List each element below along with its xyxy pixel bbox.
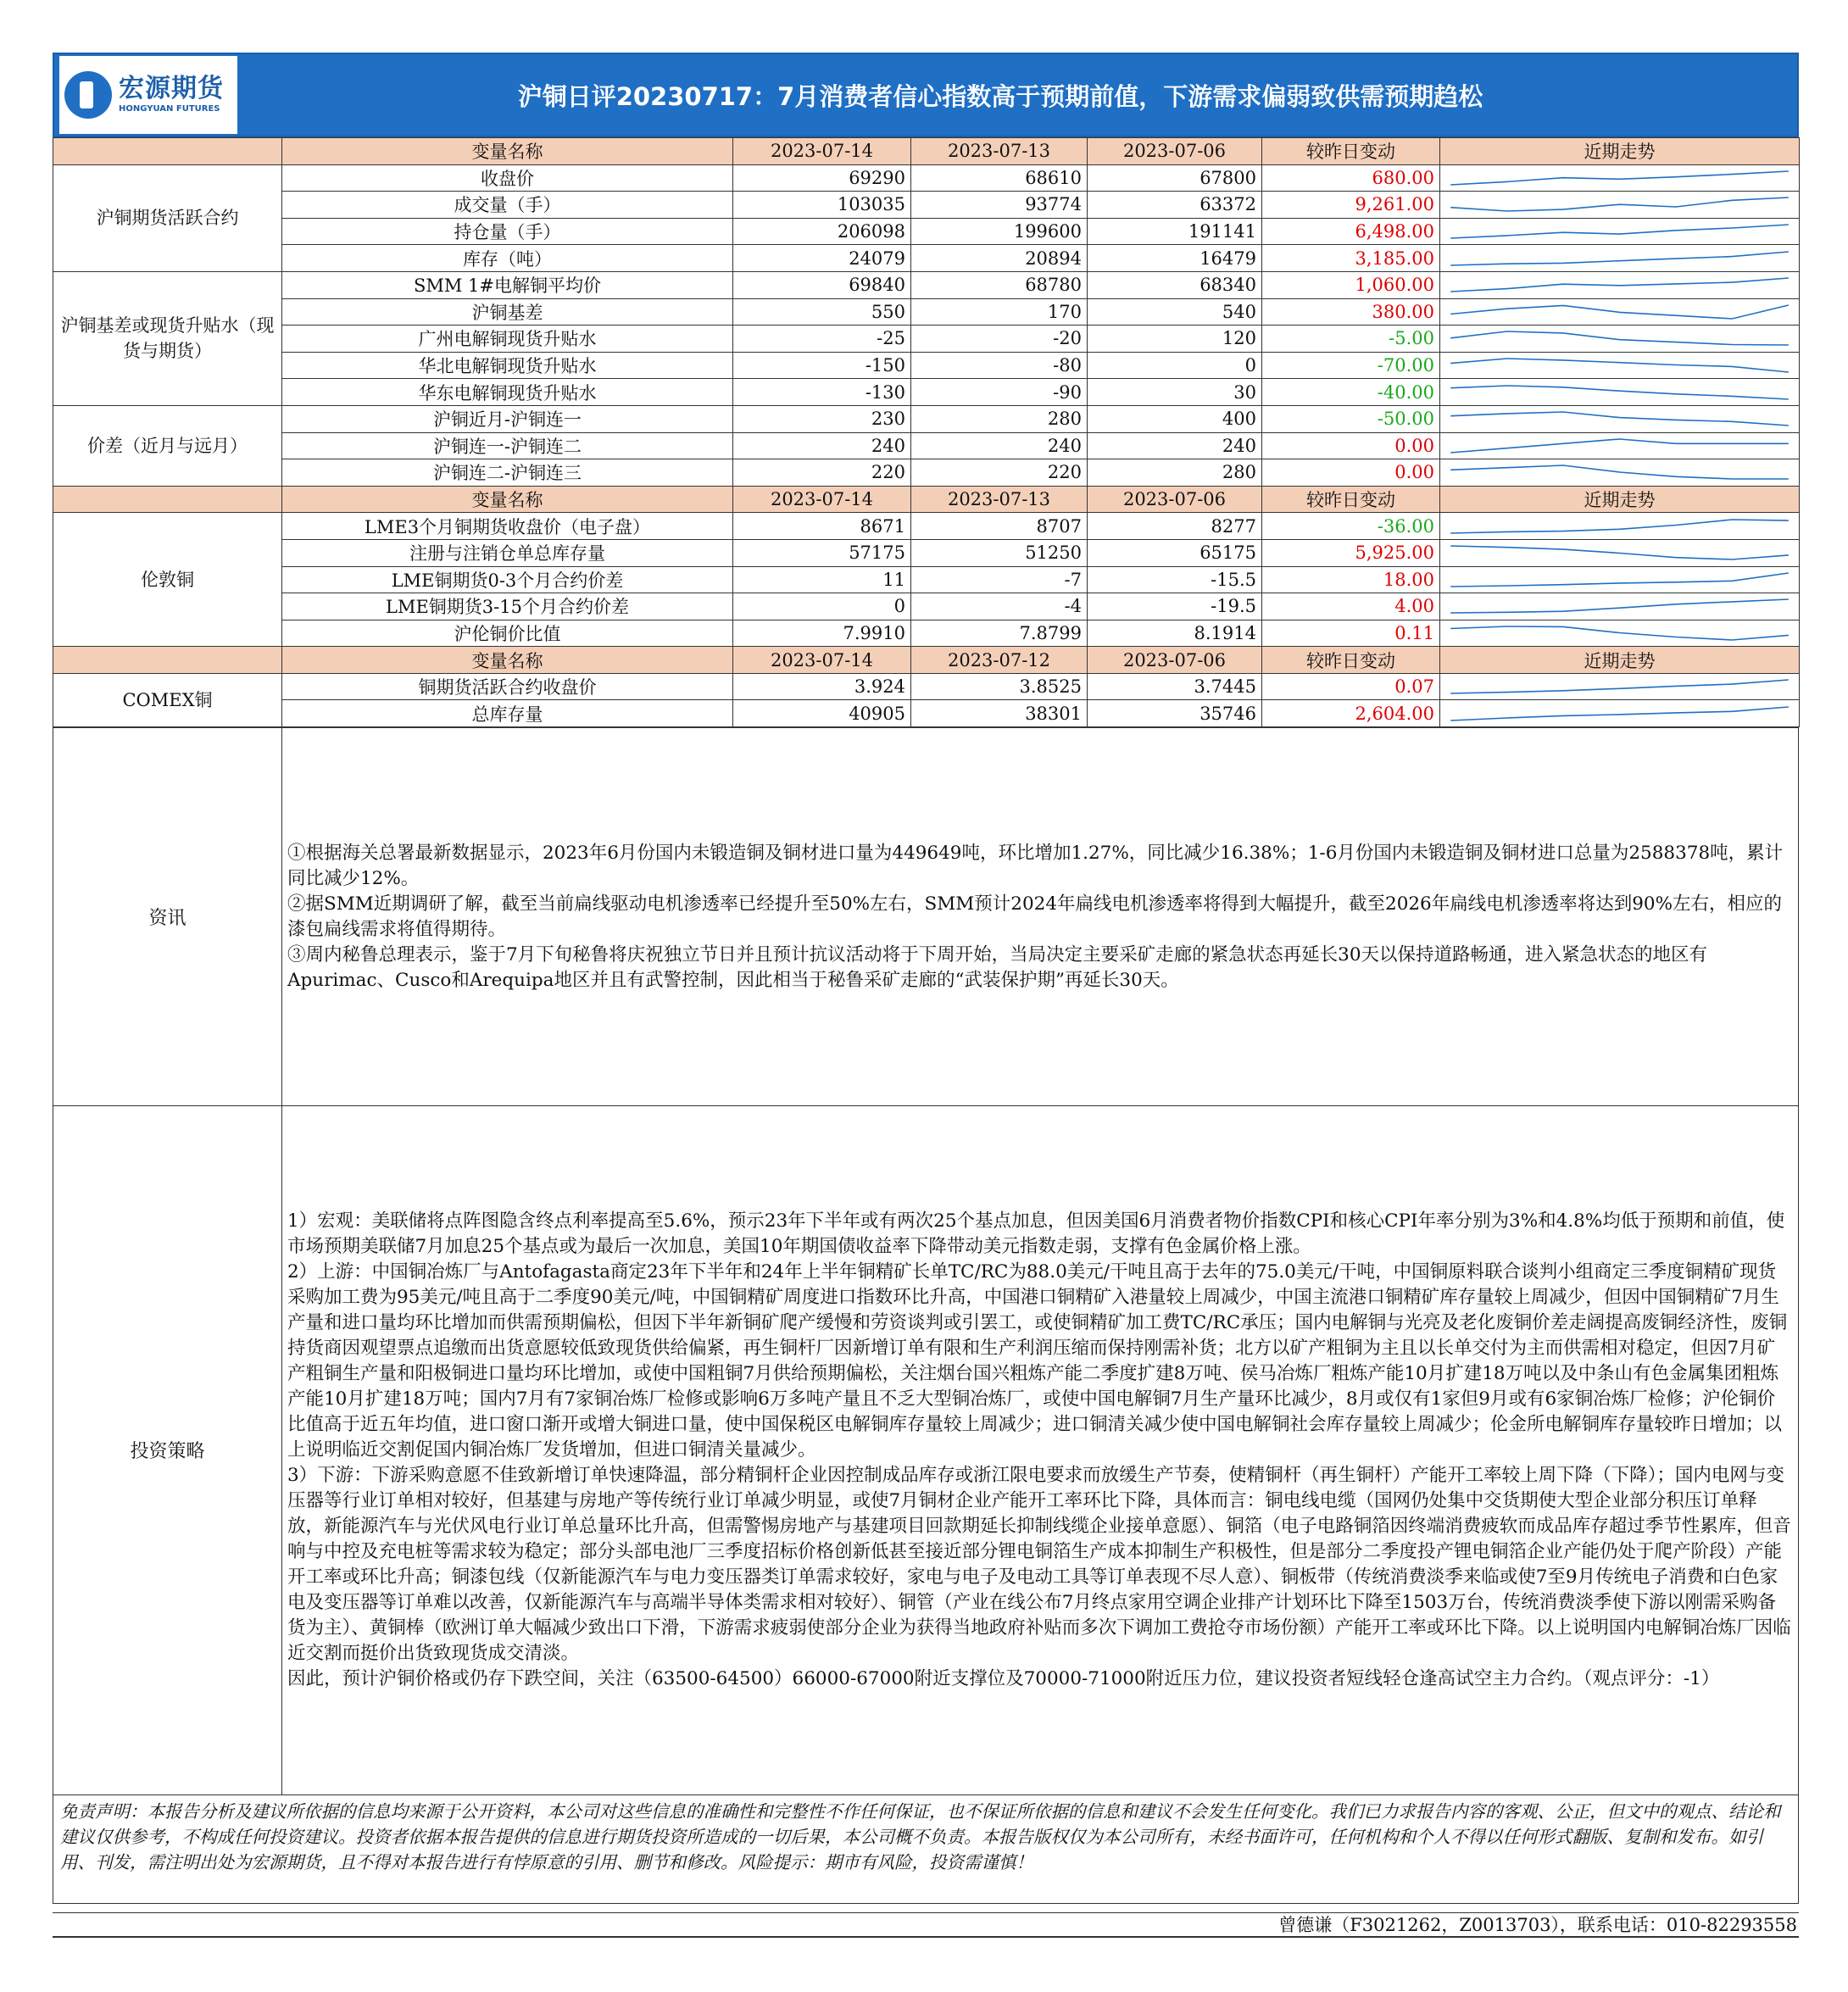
header-blank: [53, 138, 282, 165]
value-date-2: 93774: [911, 192, 1088, 219]
table-row: [53, 539, 1800, 566]
strategy-item: 3）下游：下游采购意愿不佳致新增订单快速降温，部分精铜杆企业因控制成品库存或浙江限电要求而放缓生产节奏，使精铜杆（再生铜杆）产能开工率较上周下降（下降）；国内电网与变压器等行业订单相对较好，但基建与房地产等传统行业订单减少明显，或使7月铜材企业产能开工率环比下降，具体而言：铜电线电缆（国网仍处集中交货期使大型企业部分积压订单释放，新能源汽车与光伏风电行业订单总量环比升高，但需警惕房地产与基建项目回款期延长抑制线缆企业接单意愿）、铜箔（电子电路铜箔因终端消费疲软而成品库存超过季节性累库，但音响与中控及充电桩等需求较为稳定；部分头部电池厂三季度招标价格创新低甚至接近部分锂电铜箔生产成本抑制生产积极性，但是部分二季度投产锂电铜箔企业产能仍处于爬产阶段）产能开工率或环比升高；铜漆包线（仅新能源汽车与电力变压器类订单需求较好，家电与电子及电动工具等订单表现不尽人意）、铜板带（传统消费淡季来临或使7至9月传统电子消费和白色家电及变压器等订单难以改善，仅新能源汽车与高端半导体类需求相对较好）、铜管（产业在线公布7月终点家用空调企业排产计划环比下降至1503万台，传统消费淡季使下游以刚需采购备货为主）、黄铜棒（欧洲订单大幅减少致出口下滑，下游需求疲弱使部分企业为获得当地政府补贴而多次下调加工费抢夺市场份额）产能开工率或环比下降。以上说明国内电解铜冶炼厂因临近交割而挺价出货致现货成交清淡。: [287, 1464, 1791, 1664]
header-date: 2023-07-14: [733, 138, 911, 165]
value-date-2: 51250: [911, 539, 1088, 566]
data-table: [53, 137, 1800, 727]
trend-cell: [1440, 566, 1800, 593]
header-date: 2023-07-06: [1088, 647, 1262, 674]
trend-cell: [1440, 192, 1800, 219]
group-label: COMEX铜: [53, 673, 282, 726]
strategy-item: 因此，预计沪铜价格或仍存下跌空间，关注（63500-64500）66000-67000附近支撑位及70000-71000附近压力位，建议投资者短线轻仓逢高试空主力合约。（观点评分：-1）: [287, 1667, 1720, 1689]
header-trend: 近期走势: [1440, 138, 1800, 165]
header-date: 2023-07-13: [911, 138, 1088, 165]
group-label: 伦敦铜: [53, 513, 282, 647]
trend-sparkline: [1445, 515, 1794, 537]
column-header-row: [53, 647, 1800, 674]
column-header-row: [53, 486, 1800, 513]
table-row: [53, 298, 1800, 326]
value-date-2: 7.8799: [911, 620, 1088, 647]
logo-name-en: HONGYUAN FUTURES: [119, 104, 220, 114]
variable-name: 沪铜基差: [282, 298, 733, 326]
sparkline-path: [1450, 546, 1789, 559]
value-date-2: 170: [911, 298, 1088, 326]
trend-cell: [1440, 245, 1800, 272]
trend-cell: [1440, 379, 1800, 406]
value-date-2: 38301: [911, 700, 1088, 727]
strategy-content: [282, 1106, 1799, 1794]
value-date-3: 8.1914: [1088, 620, 1262, 647]
table-row: [53, 271, 1800, 298]
trend-sparkline: [1445, 301, 1794, 323]
sparkline-path: [1450, 520, 1789, 533]
trend-cell: [1440, 593, 1800, 620]
company-logo: [59, 56, 237, 134]
trend-sparkline: [1445, 193, 1794, 215]
trend-sparkline: [1445, 461, 1794, 483]
header-variable-name: 变量名称: [282, 138, 733, 165]
value-date-2: 199600: [911, 218, 1088, 245]
value-date-3: 120: [1088, 326, 1262, 353]
value-date-1: 550: [733, 298, 911, 326]
trend-cell: [1440, 700, 1800, 727]
header-date: 2023-07-06: [1088, 138, 1262, 165]
value-date-3: 0: [1088, 352, 1262, 379]
daily-change: -36.00: [1262, 513, 1440, 540]
value-date-2: -80: [911, 352, 1088, 379]
daily-change: 0.07: [1262, 673, 1440, 700]
table-row: [53, 192, 1800, 219]
value-date-1: 0: [733, 593, 911, 620]
value-date-3: 280: [1088, 459, 1262, 487]
group-label: 沪铜期货活跃合约: [53, 164, 282, 271]
variable-name: 沪铜连二-沪铜连三: [282, 459, 733, 487]
sparkline-path: [1450, 599, 1789, 613]
value-date-3: 8277: [1088, 513, 1262, 540]
strategy-item: 2）上游：中国铜冶炼厂与Antofagasta商定23年下半年和24年上半年铜精矿长单TC/RC为88.0美元/干吨且高于去年的75.0美元/干吨，中国铜原料联合谈判小组商定三季度铜精矿现货采购加工费为95美元/吨且高于二季度90美元/吨，中国铜精矿周度进口指数环比升高，中国港口铜精矿入港量较上周减少，中国主流港口铜精矿库存量较上周减少，但因中国铜精矿7月生产量和进口量均环比增加而供需预期偏松，但因下半年新铜矿爬产缓慢和劳资谈判或引罢工，或使铜精矿加工费TC/RC承压；国内电解铜与光亮及老化废铜价差走阔提高废铜经济性，废铜持货商因观望票点追缴而出货意愿较低致现货供给偏紧，再生铜杆厂因新增订单有限和生产利润压缩而保持刚需补货；北方以矿产粗铜为主且以长单交付为主而供需相对稳定，但因7月矿产粗铜生产量和阳极铜进口量均环比增加，或使中国粗铜7月供给预期偏松，关注烟台国兴粗炼产能二季度扩建8万吨、侯马冶炼厂粗炼产能10月扩建18万吨以及中条山有色金属集团粗炼产能10月扩建18万吨；国内7月有7家铜冶炼厂检修或影响6万多吨产量且不乏大型铜冶炼厂，或使中国电解铜7月生产量环比减少，8月或仅有1家但9月或有6家铜冶炼厂检修；沪伦铜价比值高于近五年均值，进口窗口渐开或增大铜进口量，使中国保税区电解铜库存量较上周减少；进口铜清关减少使中国电解铜社会库存量较上周减少；伦金所电解铜库存量较昨日增加；以上说明临近交割促国内铜冶炼厂发货增加，但进口铜清关量减少。: [287, 1260, 1788, 1461]
daily-change: 680.00: [1262, 164, 1440, 192]
sparkline-path: [1450, 331, 1789, 345]
value-date-3: -19.5: [1088, 593, 1262, 620]
value-date-3: 35746: [1088, 700, 1262, 727]
sparkline-path: [1450, 465, 1789, 479]
daily-change: 18.00: [1262, 566, 1440, 593]
table-row: [53, 405, 1800, 432]
trend-cell: [1440, 513, 1800, 540]
header-date: 2023-07-13: [911, 486, 1088, 513]
value-date-3: 67800: [1088, 164, 1262, 192]
value-date-3: 400: [1088, 405, 1262, 432]
disclaimer: 免责声明：本报告分析及建议所依据的信息均来源于公开资料，本公司对这些信息的准确性和完整性不作任何保证，也不保证所依据的信息和建议不会发生任何变化。我们已力求报告内容的客观、公正，但文中的观点、结论和建议仅供参考，不构成任何投资建议。投资者依据本报告提供的信息进行期货投资所造成的一切后果，本公司概不负责。本报告版权仅为本公司所有，未经书面许可，任何机构和个人不得以任何形式翻版、复制和发布。如引用、刊发，需注明出处为宏源期货，且不得对本报告进行有悖原意的引用、删节和修改。风险提示：期市有风险，投资需谨慎！: [53, 1795, 1799, 1904]
value-date-3: 68340: [1088, 271, 1262, 298]
trend-sparkline: [1445, 354, 1794, 376]
variable-name: SMM 1#电解铜平均价: [282, 271, 733, 298]
variable-name: 华东电解铜现货升贴水: [282, 379, 733, 406]
trend-sparkline: [1445, 676, 1794, 698]
table-row: [53, 164, 1800, 192]
daily-change: 5,925.00: [1262, 539, 1440, 566]
news-label: 资讯: [53, 728, 282, 1106]
variable-name: 铜期货活跃合约收盘价: [282, 673, 733, 700]
value-date-1: 69840: [733, 271, 911, 298]
trend-cell: [1440, 164, 1800, 192]
analyst-contact: 曾德谦（F3021262，Z0013703），联系电话：010-82293558: [53, 1912, 1799, 1938]
header-date: 2023-07-12: [911, 647, 1088, 674]
daily-change: 380.00: [1262, 298, 1440, 326]
value-date-2: -20: [911, 326, 1088, 353]
variable-name: 广州电解铜现货升贴水: [282, 326, 733, 353]
table-row: [53, 245, 1800, 272]
table-row: [53, 379, 1800, 406]
daily-change: 2,604.00: [1262, 700, 1440, 727]
sparkline-path: [1450, 707, 1789, 721]
value-date-2: 68780: [911, 271, 1088, 298]
trend-cell: [1440, 673, 1800, 700]
trend-sparkline: [1445, 220, 1794, 242]
trend-cell: [1440, 539, 1800, 566]
trend-cell: [1440, 432, 1800, 459]
table-row: [53, 432, 1800, 459]
trend-sparkline: [1445, 703, 1794, 725]
trend-sparkline: [1445, 327, 1794, 349]
variable-name: LME3个月铜期货收盘价（电子盘）: [282, 513, 733, 540]
value-date-1: 8671: [733, 513, 911, 540]
value-date-1: 3.924: [733, 673, 911, 700]
trend-sparkline: [1445, 248, 1794, 270]
header-change: 较昨日变动: [1262, 486, 1440, 513]
value-date-2: 240: [911, 432, 1088, 459]
header-date: 2023-07-14: [733, 486, 911, 513]
daily-change: 6,498.00: [1262, 218, 1440, 245]
table-row: [53, 620, 1800, 647]
value-date-1: 240: [733, 432, 911, 459]
value-date-1: 69290: [733, 164, 911, 192]
value-date-3: -15.5: [1088, 566, 1262, 593]
variable-name: 总库存量: [282, 700, 733, 727]
header-variable-name: 变量名称: [282, 647, 733, 674]
variable-name: 成交量（手）: [282, 192, 733, 219]
table-row: [53, 566, 1800, 593]
sparkline-path: [1450, 225, 1789, 238]
news-section: [53, 727, 1799, 1106]
value-date-1: 103035: [733, 192, 911, 219]
value-date-1: 7.9910: [733, 620, 911, 647]
value-date-1: 206098: [733, 218, 911, 245]
header-date: 2023-07-14: [733, 647, 911, 674]
value-date-2: 68610: [911, 164, 1088, 192]
trend-sparkline: [1445, 274, 1794, 296]
news-item: ①根据海关总署最新数据显示，2023年6月份国内未锻造铜及铜材进口量为449649吨，环比增加1.27%，同比减少16.38%；1-6月份国内未锻造铜及铜材进口总量为2588378吨，累计同比减少12%。: [287, 842, 1784, 889]
column-header-row: [53, 138, 1800, 165]
report-title: 沪铜日评20230717：7月消费者信心指数高于预期前值，下游需求偏弱致供需预期趋松: [517, 81, 1483, 111]
daily-change: 0.00: [1262, 432, 1440, 459]
sparkline-path: [1450, 439, 1789, 453]
trend-sparkline: [1445, 542, 1794, 564]
value-date-2: -4: [911, 593, 1088, 620]
news-content: [282, 728, 1799, 1106]
table-row: [53, 218, 1800, 245]
value-date-3: 240: [1088, 432, 1262, 459]
header-trend: 近期走势: [1440, 647, 1800, 674]
daily-change: -50.00: [1262, 405, 1440, 432]
variable-name: LME铜期货3-15个月合约价差: [282, 593, 733, 620]
header-trend: 近期走势: [1440, 486, 1800, 513]
sparkline-path: [1450, 573, 1789, 587]
header-date: 2023-07-06: [1088, 486, 1262, 513]
trend-sparkline: [1445, 435, 1794, 457]
header-change: 较昨日变动: [1262, 647, 1440, 674]
strategy-item: 1）宏观：美联储将点阵图隐含终点利率提高至5.6%，预示23年下半年或有两次25个基点加息，但因美国6月消费者物价指数CPI和核心CPI年率分别为3%和4.8%均低于预期和前值，使市场预期美联储7月加息25个基点或为最后一次加息，美国10年期国债收益率下降带动美元指数走弱，支撑有色金属价格上涨。: [287, 1210, 1785, 1257]
trend-sparkline: [1445, 167, 1794, 189]
trend-cell: [1440, 218, 1800, 245]
value-date-3: 16479: [1088, 245, 1262, 272]
variable-name: 持仓量（手）: [282, 218, 733, 245]
table-row: [53, 326, 1800, 353]
trend-sparkline: [1445, 569, 1794, 591]
value-date-1: -150: [733, 352, 911, 379]
trend-cell: [1440, 298, 1800, 326]
trend-cell: [1440, 459, 1800, 487]
sparkline-path: [1450, 626, 1789, 640]
trend-cell: [1440, 326, 1800, 353]
daily-change: 0.11: [1262, 620, 1440, 647]
header-change: 较昨日变动: [1262, 138, 1440, 165]
value-date-1: 24079: [733, 245, 911, 272]
news-item: ③周内秘鲁总理表示，鉴于7月下旬秘鲁将庆祝独立节日并且预计抗议活动将于下周开始，当局决定主要采矿走廊的紧急状态再延长30天以保持道路畅通，进入紧急状态的地区有Apurimac、Cusco和Arequipa地区并且有武警控制，因此相当于秘鲁采矿走廊的“武装保护期”再延长30天。: [287, 943, 1708, 991]
value-date-1: 11: [733, 566, 911, 593]
variable-name: LME铜期货0-3个月合约价差: [282, 566, 733, 593]
value-date-3: 63372: [1088, 192, 1262, 219]
trend-sparkline: [1445, 622, 1794, 644]
sparkline-path: [1450, 278, 1789, 292]
value-date-2: 3.8525: [911, 673, 1088, 700]
header-variable-name: 变量名称: [282, 486, 733, 513]
variable-name: 沪铜近月-沪铜连一: [282, 405, 733, 432]
variable-name: 沪伦铜价比值: [282, 620, 733, 647]
value-date-3: 191141: [1088, 218, 1262, 245]
daily-change: 1,060.00: [1262, 271, 1440, 298]
trend-sparkline: [1445, 408, 1794, 430]
sparkline-path: [1450, 680, 1789, 693]
table-row: [53, 593, 1800, 620]
value-date-2: 280: [911, 405, 1088, 432]
value-date-3: 540: [1088, 298, 1262, 326]
report-header: [53, 53, 1799, 137]
table-row: [53, 700, 1800, 727]
value-date-1: -130: [733, 379, 911, 406]
sparkline-path: [1450, 386, 1789, 399]
value-date-1: -25: [733, 326, 911, 353]
logo-icon: [64, 71, 112, 119]
trend-sparkline: [1445, 595, 1794, 617]
daily-change: -40.00: [1262, 379, 1440, 406]
value-date-1: 57175: [733, 539, 911, 566]
variable-name: 沪铜连一-沪铜连二: [282, 432, 733, 459]
sparkline-path: [1450, 305, 1789, 319]
group-label: 价差（近月与远月）: [53, 405, 282, 486]
table-row: [53, 513, 1800, 540]
daily-change: 0.00: [1262, 459, 1440, 487]
value-date-1: 230: [733, 405, 911, 432]
value-date-2: 220: [911, 459, 1088, 487]
value-date-2: 20894: [911, 245, 1088, 272]
trend-cell: [1440, 405, 1800, 432]
strategy-label: 投资策略: [53, 1106, 282, 1794]
sparkline-path: [1450, 359, 1789, 372]
value-date-3: 65175: [1088, 539, 1262, 566]
daily-change: 3,185.00: [1262, 245, 1440, 272]
value-date-3: 3.7445: [1088, 673, 1262, 700]
value-date-2: -7: [911, 566, 1088, 593]
variable-name: 库存（吨）: [282, 245, 733, 272]
table-row: [53, 673, 1800, 700]
variable-name: 收盘价: [282, 164, 733, 192]
logo-name-cn: 宏源期货: [119, 74, 224, 103]
trend-cell: [1440, 352, 1800, 379]
news-item: ②据SMM近期调研了解，截至当前扁线驱动电机渗透率已经提升至50%左右，SMM预计2024年扁线电机渗透率将得到大幅提升，截至2026年扁线电机渗透率将达到90%左右，相应的漆包扁线需求将值得期待。: [287, 893, 1783, 940]
value-date-2: -90: [911, 379, 1088, 406]
variable-name: 华北电解铜现货升贴水: [282, 352, 733, 379]
daily-change: -5.00: [1262, 326, 1440, 353]
sparkline-path: [1450, 198, 1789, 211]
header-blank: [53, 647, 282, 674]
variable-name: 注册与注销仓单总库存量: [282, 539, 733, 566]
value-date-2: 8707: [911, 513, 1088, 540]
trend-cell: [1440, 620, 1800, 647]
value-date-3: 30: [1088, 379, 1262, 406]
table-row: [53, 459, 1800, 487]
table-row: [53, 352, 1800, 379]
daily-change: 9,261.00: [1262, 192, 1440, 219]
group-label: 沪铜基差或现货升贴水（现货与期货）: [53, 271, 282, 405]
report-sheet: [53, 53, 1799, 1938]
header-blank: [53, 486, 282, 513]
sparkline-path: [1450, 412, 1789, 426]
trend-cell: [1440, 271, 1800, 298]
trend-sparkline: [1445, 381, 1794, 403]
value-date-1: 40905: [733, 700, 911, 727]
sparkline-path: [1450, 171, 1789, 185]
strategy-section: [53, 1106, 1799, 1795]
sparkline-path: [1450, 252, 1789, 265]
daily-change: -70.00: [1262, 352, 1440, 379]
daily-change: 4.00: [1262, 593, 1440, 620]
value-date-1: 220: [733, 459, 911, 487]
